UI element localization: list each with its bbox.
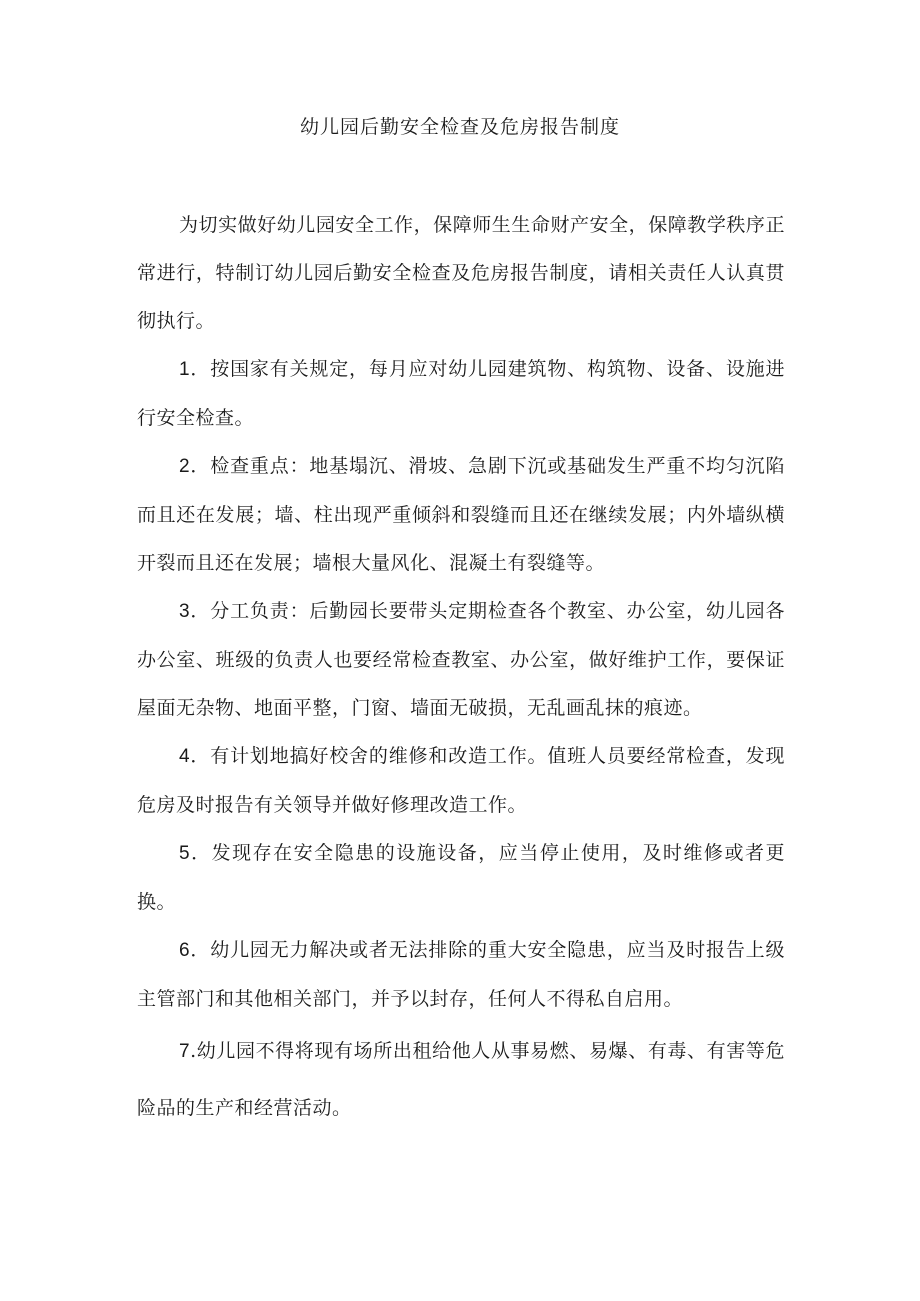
clause-number: 3 xyxy=(179,601,191,622)
clause-6 xyxy=(137,926,785,1023)
clause-number: 5 xyxy=(179,843,191,864)
clause-text: 幼儿园无力解决或者无法排除的重大安全隐患，应当及时报告上级主管部门和其他相关部门，并予以封存，任何人不得私自启用。 xyxy=(137,939,785,1010)
clause-3 xyxy=(137,587,785,732)
clause-separator: ． xyxy=(190,358,211,380)
clause-2 xyxy=(137,442,785,587)
clause-number: 6 xyxy=(179,940,191,961)
clause-text: 幼儿园不得将现有场所出租给他人从事易燃、易爆、有毒、有害等危险品的生产和经营活动。 xyxy=(137,1040,785,1119)
clause-1 xyxy=(137,345,785,442)
clause-separator: ． xyxy=(190,842,212,864)
clause-number: 2 xyxy=(179,456,191,477)
clause-separator: ． xyxy=(190,455,211,477)
clause-separator: . xyxy=(190,1040,197,1062)
clause-number: 1 xyxy=(179,359,191,380)
clause-text: 有计划地搞好校舍的维修和改造工作。值班人员要经常检查，发现危房及时报告有关领导并做好修理改造工作。 xyxy=(137,745,785,816)
clause-text: 按国家有关规定，每月应对幼儿园建筑物、构筑物、设备、设施进行安全检查。 xyxy=(137,358,785,429)
clause-separator: ． xyxy=(190,939,211,961)
intro-paragraph: 为切实做好幼儿园安全工作，保障师生生命财产安全，保障教学秩序正常进行，特制订幼儿园后勤安全检查及危房报告制度，请相关责任人认真贯彻执行。 xyxy=(137,214,785,332)
document-title: 幼儿园后勤安全检查及危房报告制度 xyxy=(299,116,620,138)
clause-number: 7 xyxy=(179,1041,191,1062)
clause-separator: ． xyxy=(190,745,211,767)
clause-4 xyxy=(137,732,785,829)
clause-text: 检查重点：地基塌沉、滑坡、急剧下沉或基础发生严重不均匀沉陷而且还在发展；墙、柱出现严重倾斜和裂缝而且还在继续发展；内外墙纵横开裂而且还在发展；墙根大量风化、混凝土有裂缝等。 xyxy=(137,455,785,574)
clause-7 xyxy=(137,1023,785,1136)
clause-separator: ． xyxy=(190,600,211,622)
clause-text: 分工负责：后勤园长要带头定期检查各个教室、办公室，幼儿园各办公室、班级的负责人也要经常检查教室、办公室，做好维护工作，要保证屋面无杂物、地面平整，门窗、墙面无破损，无乱画乱抹的痕迹。 xyxy=(137,600,785,719)
document-body xyxy=(137,201,785,1136)
clause-text: 发现存在安全隐患的设施设备，应当停止使用，及时维修或者更换。 xyxy=(137,842,785,913)
clause-number: 4 xyxy=(179,746,191,767)
clause-5 xyxy=(137,829,785,926)
